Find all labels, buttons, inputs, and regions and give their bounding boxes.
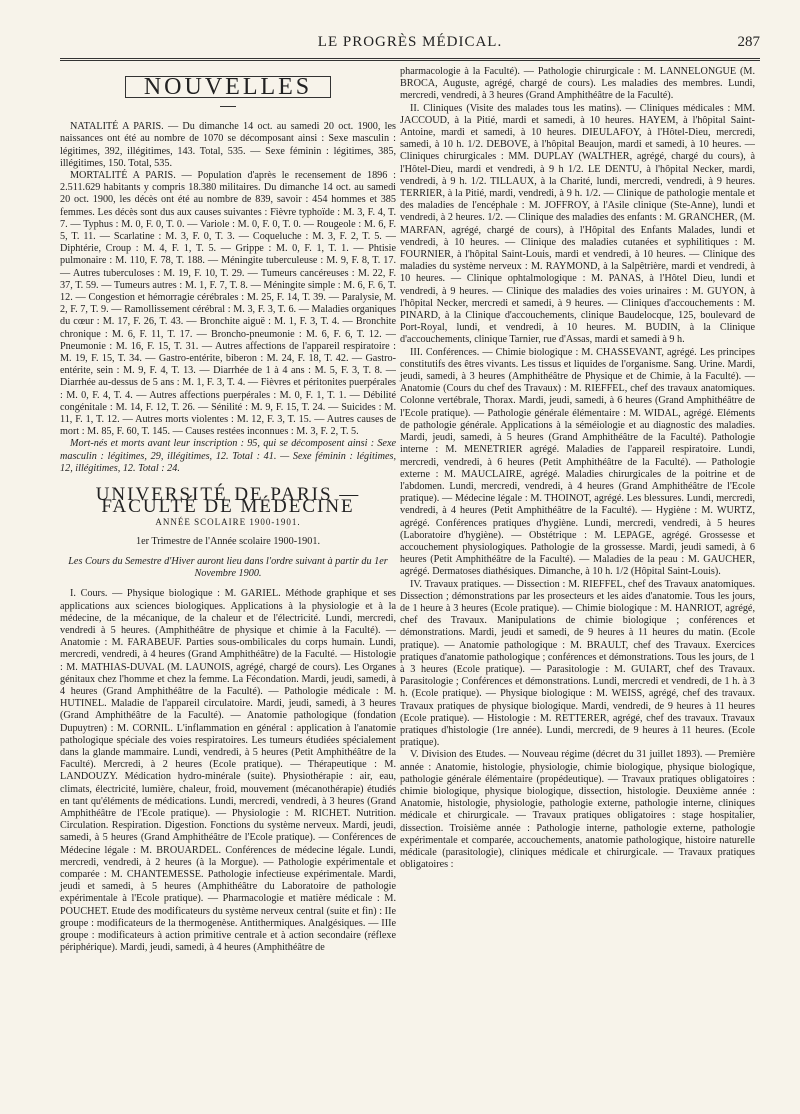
page-header [60, 34, 760, 56]
cliniques-paragraph: II. Cliniques (Visite des malades tous les matins). — Cliniques médicales : MM. JACCOUD, à la Pitié, mardi et samedi, à 10 heures. HAYEM, à l'hôpital Saint-Antoine, mardi et samedi, à 10 heures. DIEULAFOY, à l'Hôtel-Dieu, mercredi, samedi, à 10 h. 1/2. DEBOVE, à l'hôpital Beaujon, mardi et samedi, à 10 heures. — Cliniques chirurgicales : MM. DUPLAY (WALTHER, agrégé, chargé du cours), à l'Hôtel-Dieu, mardi et vendredi, à 9 h 1/2. LE DENTU, à l'hôpital Necker, mardi, vendredi, à 9 h. 1/2. TILLAUX, à la Charité, lundi, mercredi, vendredi, à 9 heures. TERRIER, à la Pitié, mardi, vendredi, à 9 h. 1/2. — Clinique de pathologie mentale et des maladies de l'encéphale : M. JOFFROY, à l'Asile clinique (Ste-Anne), lundi et vendredi, à 2 heures. 1/2. — Clinique des maladies des enfants : M. GRANCHER, (M. MARFAN, agrégé, chargé de cours), à l'Hôpital des Enfants Malades, lundi et vendredi, à 10 heures. — Clinique des maladies cutanées et syphilitiques : M. FOURNIER, à l'hôpital Saint-Louis, mardi et vendredi, à 10 heures. — Clinique des maladies du système nerveux : M. RAYMOND, à la Salpêtrière, mardi et vendredi, à 10 heures. — Clinique ophtalmologique : M. PANAS, à l'Hôtel Dieu, lundi et vendredi, à 9 heures. — Clinique des maladies des voies urinaires : M. GUYON, à l'hôpital Necker, mercredi et samedi, à 9 heures. — Cliniques d'accouchements : M. PINARD, à la Clinique d'accouchements, clinique Baudelocque, 125, boulevard de Port-Royal, lundi, et vendredi, à 10 heures. M. BUDIN, à la Clinique d'accouchements, clinique Tarnier, rue d'Assas, mardi et samedi à 9 h. [400, 102, 755, 346]
conferences-paragraph: III. Conférences. — Chimie biologique : M. CHASSEVANT, agrégé. Les principes constitutifs des êtres vivants. Les tissus et liquides de l'organisme. Sang. Urine. Mardi, jeudi, samedi, à 3 heures (Amphithéâtre de Physique et de Chimie, à la Faculté). — Anatomie (Cours du chef des Travaux) : M. RIEFFEL, chef des travaux anatomiques. Colonne vertébrale, Thorax. Mardi, jeudi, samedi, à 6 heures (Grand Amphithéâtre de l'Ecole pratique). — Pathologie générale élémentaire : M. WIDAL, agrégé. Eléments de pathologie générale. Applications à la séméiologie et au diagnostic des maladies. Mardi, jeudi, samedi, à 5 heures (Grand Amphithéâtre de la Faculté). Pathologie interne : M. MENETRIER agrégé. Maladies de l'appareil respiratoire. Lundi, mercredi, vendredi, à 6 heures (Petit Amphithéâtre de la Faculté). — Pathologie externe : M. MAUCLAIRE, agrégé. Maladies chirurgicales de la poitrine et de l'abdomen. Lundi, mercredi, vendredi, à 4 heures (Grand Amphithéâtre de l'Ecole pratique). — Médecine légale : M. THOINOT, agrégé. Les blessures. Lundi, mercredi, vendredi, à 4 heures (Petit Amphithéâtre de la Faculté). — Hygiène : M. WURTZ, agrégé. Conférences pratiques d'hygiène. Lundi, mercredi, vendredi, à 5 heures (Laboratoire d'hygiène). — Obstétrique : M. LEPAGE, agrégé. Grossesse et accouchement physiologiques. Pathologie de la grossesse. Mardi, jeudi samedi, à 6 heures (Petit Amphithéâtre de la Faculté). — Maladies de la peau : M. GAUCHER, agrégé. Dermatoses diathésiques. Dimanche, à 10 h. 1/2 (Hôpital Saint-Louis). [400, 346, 755, 578]
cours-paragraph: I. Cours. — Physique biologique : M. GARIEL. Méthode graphique et ses applications aux sciences biologiques. Applications à la physiologie et à la médecine, de la mécanique, de la chaleur et de l'électricité. Lundi, mercredi, vendredi à 5 heures. (Amphithéâtre de physique et chimie à la Faculté). — Anatomie : M. FARABEUF. Parties sous-ombilicales du corps humain. Lundi, mercredi, vendredi, à 4 heures (Grand Amphithéâtre) de la Faculté. — Histologie : M. MATHIAS-DUVAL (M. LAUNOIS, agrégé, chargé de cours). Les Organes génitaux chez l'homme et chez la femme. La Fécondation. Mardi, jeudi, samedi, à 4 heures (Grand Amphithéâtre de la Faculté). — Pathologie médicale : M. HUTINEL. Maladie de l'appareil circulatoire. Mardi, jeudi, samedi, à 3 heures (Grand Amphithéâtre de la Faculté). — Anatomie pathologique (fondation Dupuytren) : M. CORNIL. L'inflammation en général : application à l'anatomie pathologique spéciale des voies respiratoires. Les tumeurs étudiées spécialement dans la glande mammaire. Lundi, vendredi, à 5 heures (Petit Amphithéâtre de la Faculté). Mercredi, à 2 heures (Ecole pratique). — Thérapeutique : M. LANDOUZY. Médication hydro-minérale (suite). Physiothérapie : air, eau, climats, électricité, lumière, chaleur, froid, mouvement (mécanothérapie) étudiés en tant qu'éléments de médications. Lundi, mercredi, vendredi, à 3 heures (Grand Amphithéâtre de l'Ecole pratique). — Physiologie : M. RICHET. Nutrition. Circulation. Respiration. Digestion. Fonctions du système nerveux. Mardi, jeudi, samedi, à 5 heures (Grand Amphithéâtre de l'Ecole pratique). — Conférences de Médecine légale : M. BROUARDEL. Conférences de médecine légale. Lundi, mercredi, vendredi, à 2 heures (à la Morgue). — Pathologie expérimentale et comparée : M. CHANTEMESSE. Pathologie infectieuse expérimentale. Mardi, jeudi et samedi, à 5 heures (Amphithéâtre du Laboratoire de pathologie expérimentale à l'Ecole pratique). — Pharmacologie et matière médicale : M. POUCHET. Etude des modificateurs du système nerveux central (suite et fin) : IIe groupe : modificateurs de la thermogenèse. Antithermiques. Analgésiques. — IIIe groupe : modificateurs à action primitive centrale et à action secondaire (réflexe périphérique). Mardi, jeudi, samedi, à 4 heures (Amphithéâtre de [60, 588, 396, 954]
nouvelles-title: NOUVELLES [125, 76, 331, 98]
faculte-heading: UNIVERSITÉ DE PARIS — FACULTÉ DE MÉDECINE [95, 484, 361, 518]
travaux-pratiques-paragraph: IV. Travaux pratiques. — Dissection : M. RIEFFEL, chef des Travaux anatomiques. Dissection ; démonstrations par les prosecteurs et les aides d'anatomie. Tous les jours, de 1 heure à 3 heures (Ecole pratique). — Chimie biologique : M. HANRIOT, agrégé, chef des Travaux. Manipulations de chimie biologique ; conférences et démonstrations. Mardi, jeudi et samedi, de 9 heures à 11 heures du matin. (Ecole pratique). — Anatomie pathologique : M. BRAULT, chef des Travaux. Exercices pratiques d'anatomie pathologique ; conférences et démonstrations. Tous les jours, de 1 à 3 heures (Ecole pratique). — Parasitologie : M. GUIART, chef des Travaux. Parasitologie ; Conférences et démonstrations. Lundi, mercredi et vendredi, de 1 h. à 3 h. (Ecole pratique). — Physique biologique : M. WEISS, agrégé, chef des travaux. Travaux pratiques de physique biologique. Mardi, vendredi, de 9 heures à 11 heures (Ecole pratique). — Histologie : M. RETTERER, agrégé, chef des travaux. Travaux pratiques d'histologie (1re année). Lundi, mercredi, de 9 heures à 11 heures. (Ecole pratique). [400, 578, 755, 749]
spacer [60, 528, 396, 536]
trimestre-line: 1er Trimestre de l'Année scolaire 1900-1901. [135, 535, 321, 547]
journal-title: LE PROGRÈS MÉDICAL. [317, 34, 503, 50]
division-etudes-paragraph: V. Division des Etudes. — Nouveau régime (décret du 31 juillet 1893). — Première année : Anatomie, histologie, physiologie, chimie biologique, physique biologique, pathologie générale élémentaire (propédeutique). — Travaux pratiques obligatoires : chimie biologique, physique biologique, dissection, histologie. Deuxième année : Anatomie, histologie, physiologie, pathologie externe, pathologie interne, cliniques médicale et chirurgicale. — Travaux pratiques obligatoires : stage hospitalier, dissection. Troisième année : Pathologie interne, pathologie externe, pathologie expérimentale et comparée, accouchements, anatomie pathologique, histoire naturelle médicale (parasitologie), cliniques médicale et chirurgicale. — Travaux pratiques obligatoires : [400, 749, 755, 871]
cours-intro: Les Cours du Semestre d'Hiver auront lieu dans l'ordre suivant à partir du 1er Novembre 1900. [68, 555, 388, 580]
left-column [60, 66, 396, 954]
page-number: 287 [737, 34, 760, 50]
right-column [400, 66, 755, 871]
mortalite-paragraph: MORTALITÉ A PARIS. — Population d'après le recensement de 1896 : 2.511.629 habitants y compris 18.380 militaires. Du dimanche 14 oct. au samedi 20 oct. 1900, les décès ont été au nombre de 839, savoir : 454 hommes et 385 femmes. Les décès sont dus aux causes suivantes : Fièvre typhoïde : M. 3, F. 4, T. 7. — Typhus : M. 0, F. 0, T. 0. — Variole : M. 0, F. 0, T. 0. — Rougeole : M. 6, F. 5, T. 11. — Scarlatine : M. 3, F. 0, T. 3. — Coqueluche : M. 3, F. 2, T. 5. — Diphtérie, Croup : M. 4, F. 1, T. 5. — Grippe : M. 0, F. 1, T. 1. — Phtisie pulmonaire : M. 110, F. 78, T. 188. — Méningite tuberculeuse : M. 9, F. 8, T. 17. — Autres tuberculoses : M. 19, F. 10, T. 29. — Tumeurs cancéreuses : M. 22, F. 37, T. 59. — Tumeurs autres : M. 1, F. 7, T. 8. — Méningite simple : M. 6, F. 6, T. 12. — Congestion et hémorragie cérébrales : M. 25, F. 14, T. 39. — Paralysie, M. 2, F. 7, T. 9. — Ramollissement cérébral : M. 3, F. 3, T. 6. — Maladies organiques du cœur : M. 17, F. 26, T. 43. — Bronchite aiguë : M. 1, F. 3, T. 4. — Bronchite chronique : M. 6, F. 11, T. 17. — Broncho-pneumonie : M. 6, F. 6, T. 12. — Pneumonie : M. 16, F. 15, T. 31. — Autres affections de l'appareil respiratoire : M. 19, F. 15, T. 34. — Gastro-entérite, biberon : M. 24, F. 18, T. 42. — Gastro-entérite, sein : M. 9, F. 4, T. 13. — Diarrhée de 1 à 4 ans : M. 5, F. 3, T. 8. — Diarrhée au-dessus de 5 ans : M. 1, F. 3, T. 4. — Fièvres et péritonites puerpérales : M. 0, F. 4, T. 4. — Autres affections puerpérales : M. 0, F. 1, T. 1. — Débilité congénitale : M. 14, F. 12, T. 26. — Sénilité : M. 9, F. 15, T. 24. — Suicides : M. 11, F. 1, T. 12. — Autres morts violentes : M. 12, F. 3, T. 15. — Autres causes de mort : M. 85, F. 60, T. 145. — Causes restées inconnues : M. 3, F. 2, T. 5. [60, 170, 396, 438]
heading-dash [220, 106, 236, 107]
annee-scolaire: ANNÉE SCOLAIRE 1900-1901. [155, 516, 301, 527]
header-rule [60, 58, 760, 61]
mortnes-paragraph: Mort-nés et morts avant leur inscription : 95, qui se décomposent ainsi : Sexe masculin : légitimes, 29, illégitimes, 12. Total : 41. — Sexe féminin : légitimes, 12, illégitimes, 12. Total : 24. [60, 438, 396, 474]
nouvelles-heading [60, 76, 396, 107]
spacer [60, 580, 396, 588]
spacer [60, 548, 396, 556]
pharmacologie-paragraph: pharmacologie à la Faculté). — Pathologie chirurgicale : M. LANNELONGUE (M. BROCA, Auguste, agrégé, chargé de cours). Les maladies des membres. Lundi, mercredi, vendredi, à 3 heures (Grand Amphithéâtre de la Faculté). [400, 66, 755, 102]
natalite-paragraph: NATALITÉ A PARIS. — Du dimanche 14 oct. au samedi 20 oct. 1900, les naissances ont été au nombre de 1070 se décomposant ainsi : Sexe masculin : légitimes, 392, illégitimes, 143. Total, 535. — Sexe féminin : légitimes, 385, illégitimes, 150. Total, 535. [60, 121, 396, 169]
